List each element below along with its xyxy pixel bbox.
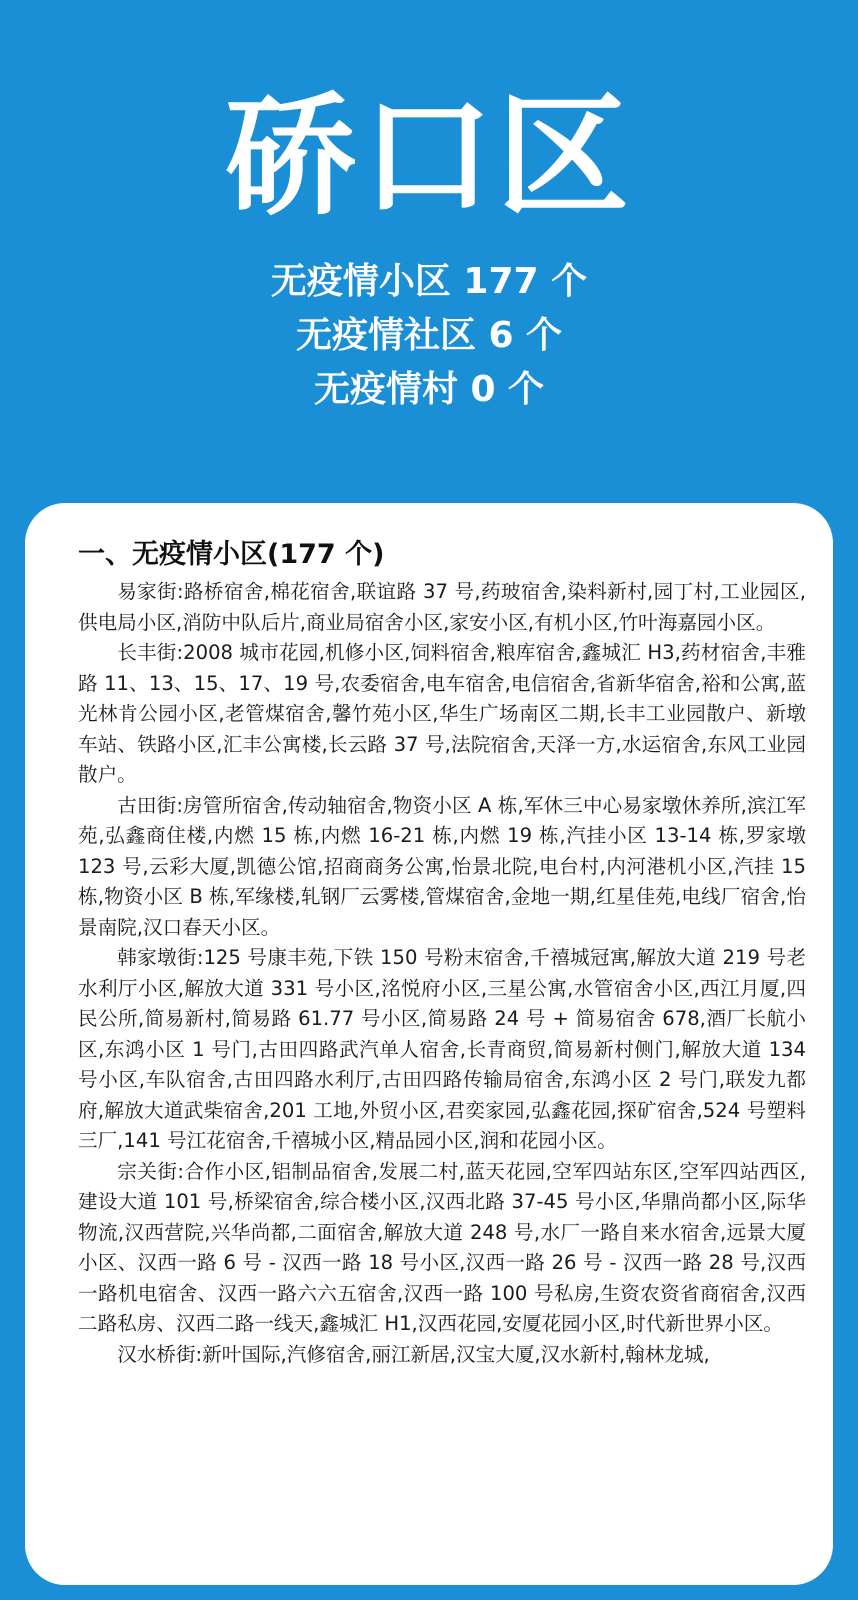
district-title: 硚口区 xyxy=(225,80,633,234)
paragraph-zongguan-street: 宗关街:合作小区,铝制品宿舍,发展二村,蓝天花园,空军四站东区,空军四站西区,建设大道 101 号,桥梁宿舍,综合楼小区,汉西北路 37-45 号小区,华鼎尚都小区,际华物流,汉西营院,兴华尚都,二面宿舍,解放大道 248 号,水厂一路自来水宿舍,远景大厦小区、汉西一路 6 号 - 汉西一路 18 号小区,汉西一路 26 号 - 汉西一路 28 号,汉西一路机电宿舍、汉西一路六六五宿舍,汉西一路 100 号私房,生资农资省商宿舍,汉西二路私房、汉西二路一线天,鑫城汇 H1,汉西花园,安厦花园小区,时代新世界小区。 xyxy=(78,1159,806,1335)
content-body xyxy=(78,535,806,1370)
stat-communities-count: 无疫情小区 177 个 xyxy=(270,261,588,302)
paragraph-gutian-street: 古田街:房管所宿舍,传动轴宿舍,物资小区 A 栋,军休三中心易家墩休养所,滨江军苑,弘鑫商住楼,内燃 15 栋,内燃 16-21 栋,内燃 19 栋,汽挂小区 13-14 栋,罗家墩 123 号,云彩大厦,凯德公馆,招商商务公寓,怡景北院,电台村,内河港机小区,汽挂 15 栋,物资小区 B 栋,军缘楼,轧钢厂云雾楼,管煤宿舍,金地一期,红星佳苑,电线厂宿舍,怡景南院,汉口春天小区。 xyxy=(78,793,806,939)
paragraph-yijia-street: 易家街:路桥宿舍,棉花宿舍,联谊路 37 号,药玻宿舍,染料新村,园丁村,工业园区,供电局小区,消防中队后片,商业局宿舍小区,家安小区,有机小区,竹叶海嘉园小区。 xyxy=(78,580,806,634)
section-heading: 一、无疫情小区(177 个) xyxy=(78,539,385,570)
stat-neighborhoods-count: 无疫情社区 6 个 xyxy=(295,315,563,356)
paragraph-changfeng-street: 长丰街:2008 城市花园,机修小区,饲料宿舍,粮库宿舍,鑫城汇 H3,药材宿舍,丰雅路 11、13、15、17、19 号,农委宿舍,电车宿舍,电信宿舍,省新华宿舍,裕和公寓,蓝光林肯公园小区,老管煤宿舍,馨竹苑小区,华生广场南区二期,长丰工业园散户、新墩车站、铁路小区,汇丰公寓楼,长云路 37 号,法院宿舍,天泽一方,水运宿舍,东风工业园散户。 xyxy=(78,641,806,786)
header-banner xyxy=(0,0,858,500)
paragraph-hanshuiqiao-street: 汉水桥街:新叶国际,汽修宿舍,丽江新居,汉宝大厦,汉水新村,翰林龙城, xyxy=(117,1342,710,1366)
paragraph-hanjiadun-street: 韩家墩街:125 号康丰苑,下铁 150 号粉末宿舍,千禧城冠寓,解放大道 219 号老水利厅小区,解放大道 331 号小区,洺悦府小区,三星公寓,水管宿舍小区,西江月厦,四民公所,简易新村,简易路 61.77 号小区,简易路 24 号 + 简易宿舍 678,酒厂长航小区,东鸿小区 1 号门,古田四路武汽单人宿舍,长青商贸,简易新村侧门,解放大道 134 号小区,车队宿舍,古田四路水利厅,古田四路传输局宿舍,东鸿小区 2 号门,联发九都府,解放大道武柴宿舍,201 工地,外贸小区,君奕家园,弘鑫花园,探矿宿舍,524 号塑料三厂,141 号江花宿舍,千禧城小区,精品园小区,润和花园小区。 xyxy=(78,946,806,1152)
content-card xyxy=(25,503,833,1585)
stats-summary xyxy=(0,255,858,417)
stat-villages-count: 无疫情村 0 个 xyxy=(313,369,545,410)
